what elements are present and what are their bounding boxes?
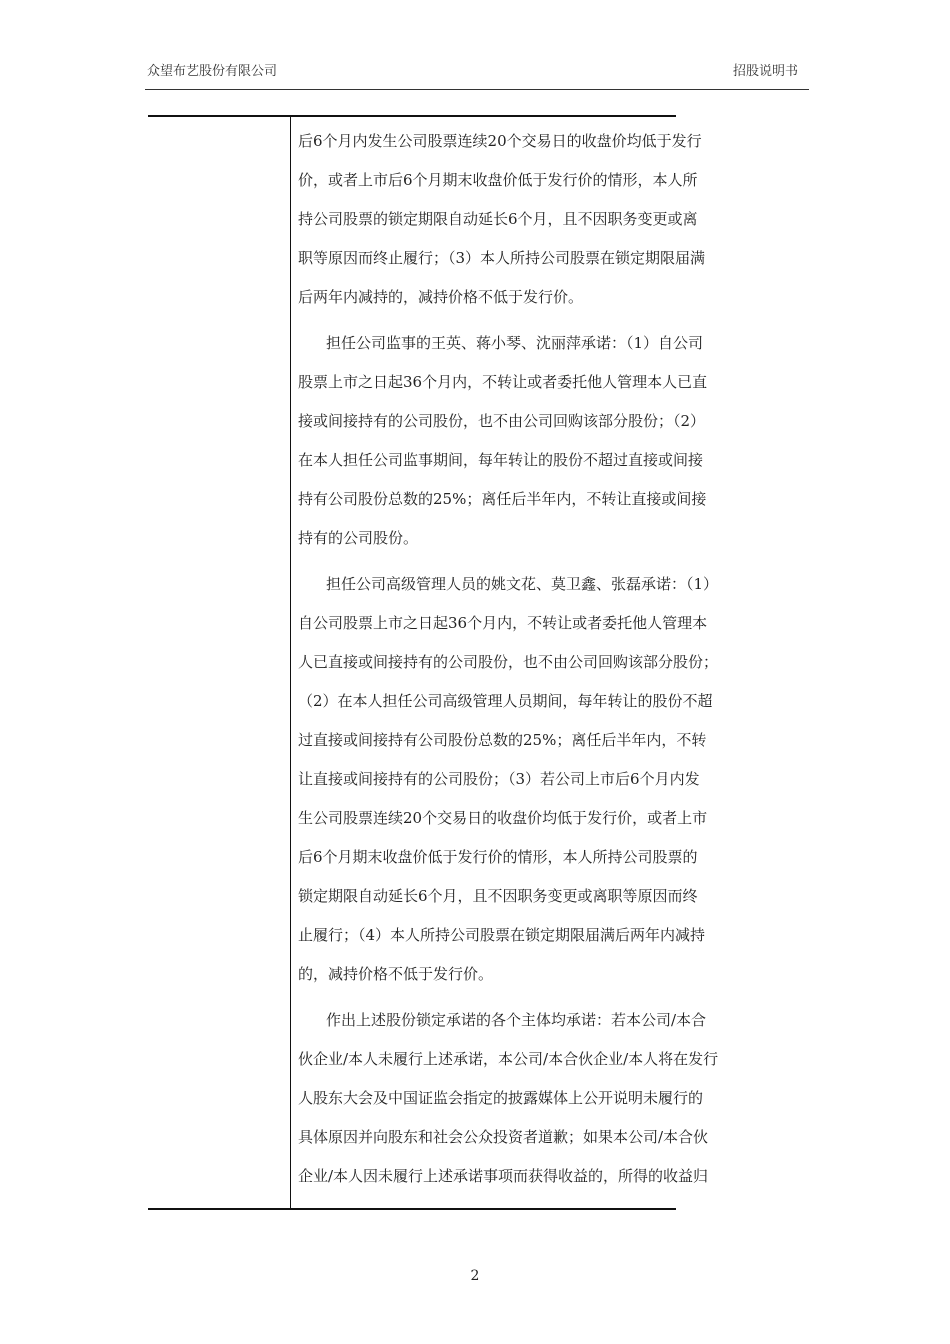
header-company-name: 众望布艺股份有限公司 [147, 64, 278, 79]
paragraph [298, 565, 758, 994]
paragraph [298, 122, 758, 317]
text-line: 企业/本人因未履行上述承诺事项而获得收益的，所得的收益归 [298, 1167, 709, 1185]
text-line: 人股东大会及中国证监会指定的披露媒体上公开说明未履行的 [298, 1089, 704, 1107]
text-line: 过直接或间接持有公司股份总数的25%；离任后半年内，不转 [298, 731, 707, 749]
text-line: 具体原因并向股东和社会公众投资者道歉；如果本公司/本合伙 [298, 1128, 709, 1146]
text-line: 的，减持价格不低于发行价。 [298, 965, 494, 983]
table-content-cell [298, 122, 758, 1196]
text-line: 自公司股票上市之日起36个月内，不转让或者委托他人管理本 [298, 614, 708, 632]
text-line: 后两年内减持的，减持价格不低于发行价。 [298, 288, 584, 306]
header-rule [145, 89, 809, 90]
paragraph [298, 324, 758, 558]
page-number: 2 [470, 1268, 480, 1284]
paragraph-gap [298, 558, 758, 565]
table-bottom-border [148, 1208, 676, 1210]
text-line: 生公司股票连续20个交易日的收盘价均低于发行价，或者上市 [298, 809, 708, 827]
text-line: 伙企业/本人未履行上述承诺，本公司/本合伙企业/本人将在发行 [298, 1050, 719, 1068]
text-line: 持公司股票的锁定期限自动延长6个月，且不因职务变更或离 [298, 210, 698, 228]
text-line: 后6个月内发生公司股票连续20个交易日的收盘价均低于发行 [298, 132, 702, 150]
text-line: 价，或者上市后6个月期末收盘价低于发行价的情形，本人所 [298, 171, 698, 189]
text-line: 作出上述股份锁定承诺的各个主体均承诺：若本公司/本合 [326, 1011, 707, 1029]
paragraph-gap [298, 994, 758, 1001]
text-line: 担任公司高级管理人员的姚文花、莫卫鑫、张磊承诺：（1） [326, 575, 719, 593]
table-column-divider [290, 115, 291, 1210]
text-line: 在本人担任公司监事期间，每年转让的股份不超过直接或间接 [298, 451, 704, 469]
text-line: 持有的公司股份。 [298, 529, 419, 547]
text-line: 持有公司股份总数的25%；离任后半年内，不转让直接或间接 [298, 490, 707, 508]
text-line: 股票上市之日起36个月内，不转让或者委托他人管理本人已直 [298, 373, 708, 391]
text-line: 止履行；（4）本人所持公司股票在锁定期限届满后两年内减持 [298, 926, 706, 944]
text-line: 让直接或间接持有的公司股份；（3）若公司上市后6个月内发 [298, 770, 700, 788]
table-top-border [148, 115, 676, 117]
header-document-type: 招股说明书 [733, 64, 799, 79]
text-line: （2）在本人担任公司高级管理人员期间，每年转让的股份不超 [298, 692, 713, 710]
text-line: 职等原因而终止履行；（3）本人所持公司股票在锁定期限届满 [298, 249, 706, 267]
text-line: 人已直接或间接持有的公司股份，也不由公司回购该部分股份； [298, 653, 719, 671]
text-line: 担任公司监事的王英、蒋小琴、沈丽萍承诺：（1）自公司 [326, 334, 704, 352]
text-line: 接或间接持有的公司股份，也不由公司回购该部分股份；（2） [298, 412, 706, 430]
text-line: 后6个月期末收盘价低于发行价的情形，本人所持公司股票的 [298, 848, 698, 866]
paragraph [298, 1001, 758, 1196]
paragraph-gap [298, 317, 758, 324]
text-line: 锁定期限自动延长6个月，且不因职务变更或离职等原因而终 [298, 887, 698, 905]
